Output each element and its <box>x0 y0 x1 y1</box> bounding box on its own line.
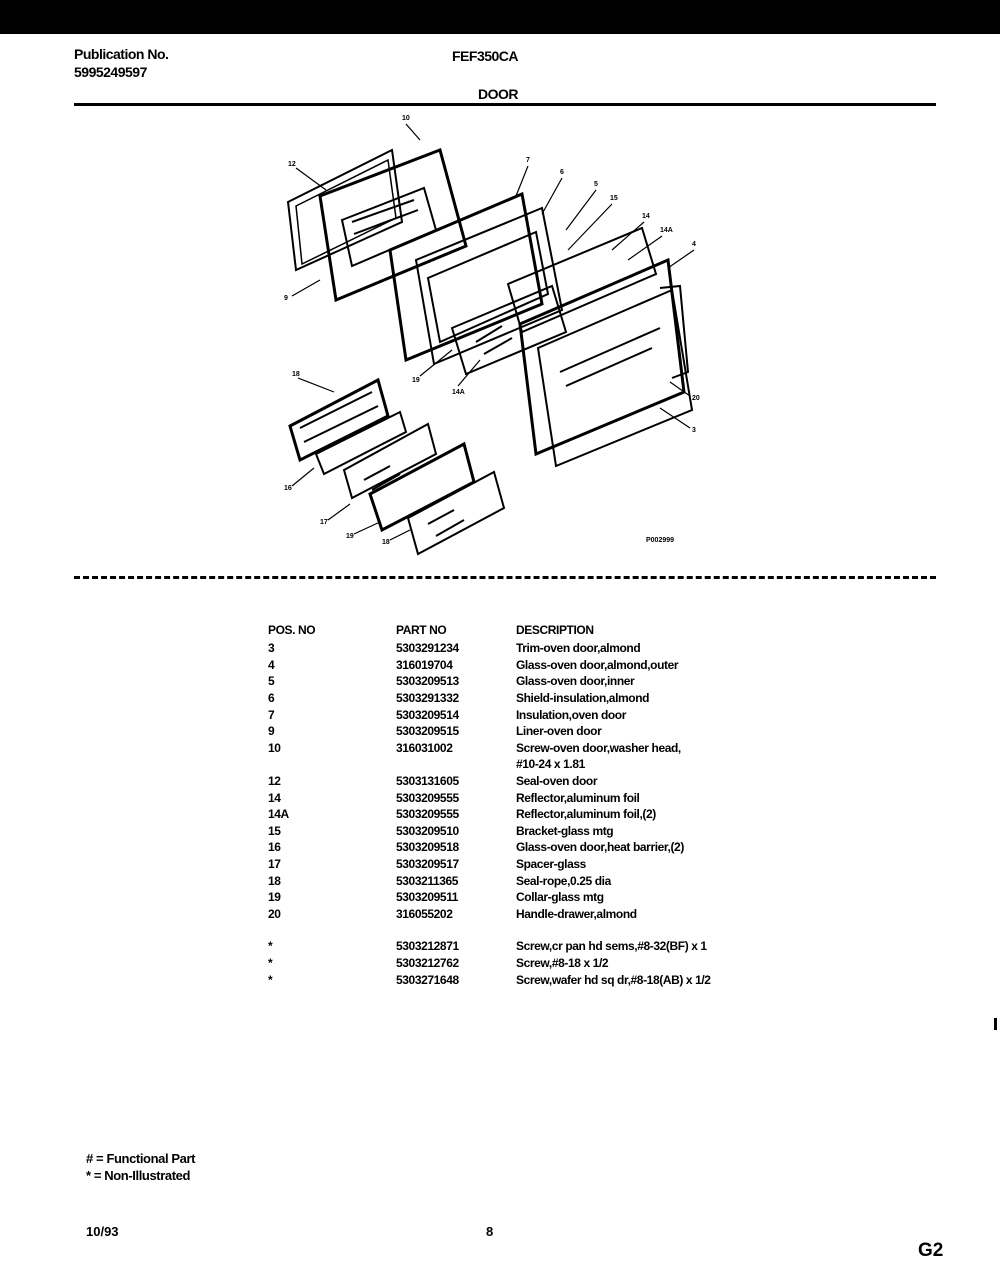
cell-pos: 16 <box>268 840 281 855</box>
legend-non-illustrated: * = Non-Illustrated <box>86 1168 190 1183</box>
cell-part: 5303211365 <box>396 873 459 888</box>
cell-desc: Screw,wafer hd sq dr,#8-18(AB) x 1/2 <box>516 972 711 987</box>
table-row <box>268 789 788 806</box>
cell-pos: 9 <box>268 724 275 739</box>
table-row <box>268 657 788 674</box>
callout: 12 <box>288 161 296 168</box>
table-row <box>268 756 788 773</box>
table-row <box>268 971 788 988</box>
cell-pos: 14 <box>268 790 281 805</box>
figure-code: P002999 <box>646 537 675 544</box>
cell-pos: 14A <box>268 807 289 822</box>
table-row <box>268 839 788 856</box>
cell-part: 5303209514 <box>396 707 459 722</box>
cell-part: 5303209511 <box>396 890 459 905</box>
cell-pos: 5 <box>268 674 275 689</box>
cell-part: 316055202 <box>396 906 453 921</box>
callout: 14A <box>660 227 673 234</box>
cell-pos: 10 <box>268 740 281 755</box>
model-number: FEF350CA <box>452 48 519 64</box>
callout: 19 <box>346 533 354 540</box>
cell-desc: Spacer-glass <box>516 857 586 872</box>
legend <box>86 1150 195 1184</box>
callout: 3 <box>692 427 696 434</box>
cell-desc: Glass-oven door,heat barrier,(2) <box>516 840 684 855</box>
cell-pos: 20 <box>268 906 281 921</box>
table-row <box>268 906 788 923</box>
header-part: PART NO <box>396 623 447 637</box>
cell-desc: Liner-oven door <box>516 724 602 739</box>
edge-mark <box>994 1018 997 1030</box>
cell-desc: #10-24 x 1.81 <box>516 757 585 772</box>
table-row <box>268 955 788 972</box>
cell-desc: Shield-insulation,almond <box>516 691 650 706</box>
callout: 5 <box>594 181 598 188</box>
callout: 14 <box>642 213 650 220</box>
callout: 14A <box>452 389 465 396</box>
table-row <box>268 706 788 723</box>
table-row <box>268 740 788 757</box>
cell-pos: 6 <box>268 691 275 706</box>
table-row <box>268 640 788 657</box>
cell-part: 5303212871 <box>396 939 459 954</box>
cell-desc: Reflector,aluminum foil,(2) <box>516 807 656 822</box>
cell-part: 5303212762 <box>396 955 459 970</box>
callout: 18 <box>292 371 300 378</box>
cell-desc: Bracket-glass mtg <box>516 823 614 838</box>
cell-desc: Reflector,aluminum foil <box>516 790 640 805</box>
callout: 18 <box>382 539 390 546</box>
cell-pos: * <box>268 955 273 970</box>
callout: 4 <box>692 241 696 248</box>
table-row <box>268 823 788 840</box>
cell-pos: 7 <box>268 707 275 722</box>
callout: 9 <box>284 295 288 302</box>
cell-desc: Glass-oven door,inner <box>516 674 635 689</box>
cell-desc: Seal-rope,0.25 dia <box>516 873 611 888</box>
footer-page-number: 8 <box>486 1224 494 1239</box>
cell-desc: Screw,cr pan hd sems,#8-32(BF) x 1 <box>516 939 707 954</box>
table-row <box>268 723 788 740</box>
cell-desc: Screw-oven door,washer head, <box>516 740 681 755</box>
callout: 20 <box>692 395 700 402</box>
cell-part: 5303209517 <box>396 857 459 872</box>
cell-desc: Handle-drawer,almond <box>516 906 637 921</box>
callout: 17 <box>320 519 328 526</box>
cell-pos: 15 <box>268 823 281 838</box>
cell-part: 5303209510 <box>396 823 459 838</box>
cell-pos: 19 <box>268 890 281 905</box>
section-title: DOOR <box>478 86 518 102</box>
callout: 7 <box>526 157 530 164</box>
cell-part: 5303291332 <box>396 691 459 706</box>
cell-pos: 3 <box>268 641 275 656</box>
diagram-rule <box>74 576 936 579</box>
table-row <box>268 806 788 823</box>
cell-desc: Screw,#8-18 x 1/2 <box>516 955 609 970</box>
table-row <box>268 673 788 690</box>
callout: 6 <box>560 169 564 176</box>
header-rule <box>74 103 936 106</box>
cell-pos: 12 <box>268 774 281 789</box>
cell-part: 5303131605 <box>396 774 459 789</box>
cell-part: 316019704 <box>396 657 453 672</box>
parts-table <box>268 620 788 988</box>
footer-code: G2 <box>918 1240 944 1261</box>
table-row <box>268 938 788 955</box>
cell-desc: Seal-oven door <box>516 774 598 789</box>
cell-part: 5303209518 <box>396 840 459 855</box>
cell-pos: 17 <box>268 857 281 872</box>
cell-desc: Insulation,oven door <box>516 707 627 722</box>
cell-desc: Trim-oven door,almond <box>516 641 641 656</box>
parts-table-header <box>268 620 788 640</box>
cell-part: 316031002 <box>396 740 453 755</box>
legend-functional: # = Functional Part <box>86 1151 196 1166</box>
table-row <box>268 690 788 707</box>
callout: 15 <box>610 195 618 202</box>
cell-desc: Collar-glass mtg <box>516 890 604 905</box>
footer-date: 10/93 <box>86 1224 119 1239</box>
cell-pos: 4 <box>268 657 275 672</box>
header-pos: POS. NO <box>268 623 316 637</box>
cell-pos: * <box>268 972 273 987</box>
publication-number: 5995249597 <box>74 64 147 80</box>
callout: 19 <box>412 377 420 384</box>
cell-part: 5303209513 <box>396 674 459 689</box>
cell-part: 5303209555 <box>396 790 459 805</box>
top-black-bar <box>0 0 1000 34</box>
callout: 10 <box>402 115 410 122</box>
cell-part: 5303209515 <box>396 724 459 739</box>
cell-desc: Glass-oven door,almond,outer <box>516 657 679 672</box>
publication-label: Publication No. <box>74 46 169 62</box>
table-row <box>268 889 788 906</box>
table-row <box>268 856 788 873</box>
table-row <box>268 773 788 790</box>
exploded-door-diagram <box>240 110 740 570</box>
cell-part: 5303209555 <box>396 807 459 822</box>
table-row <box>268 872 788 889</box>
cell-part: 5303271648 <box>396 972 459 987</box>
cell-pos: 18 <box>268 873 281 888</box>
cell-part: 5303291234 <box>396 641 459 656</box>
header-desc: DESCRIPTION <box>516 623 594 637</box>
callout: 16 <box>284 485 292 492</box>
cell-pos: * <box>268 939 273 954</box>
